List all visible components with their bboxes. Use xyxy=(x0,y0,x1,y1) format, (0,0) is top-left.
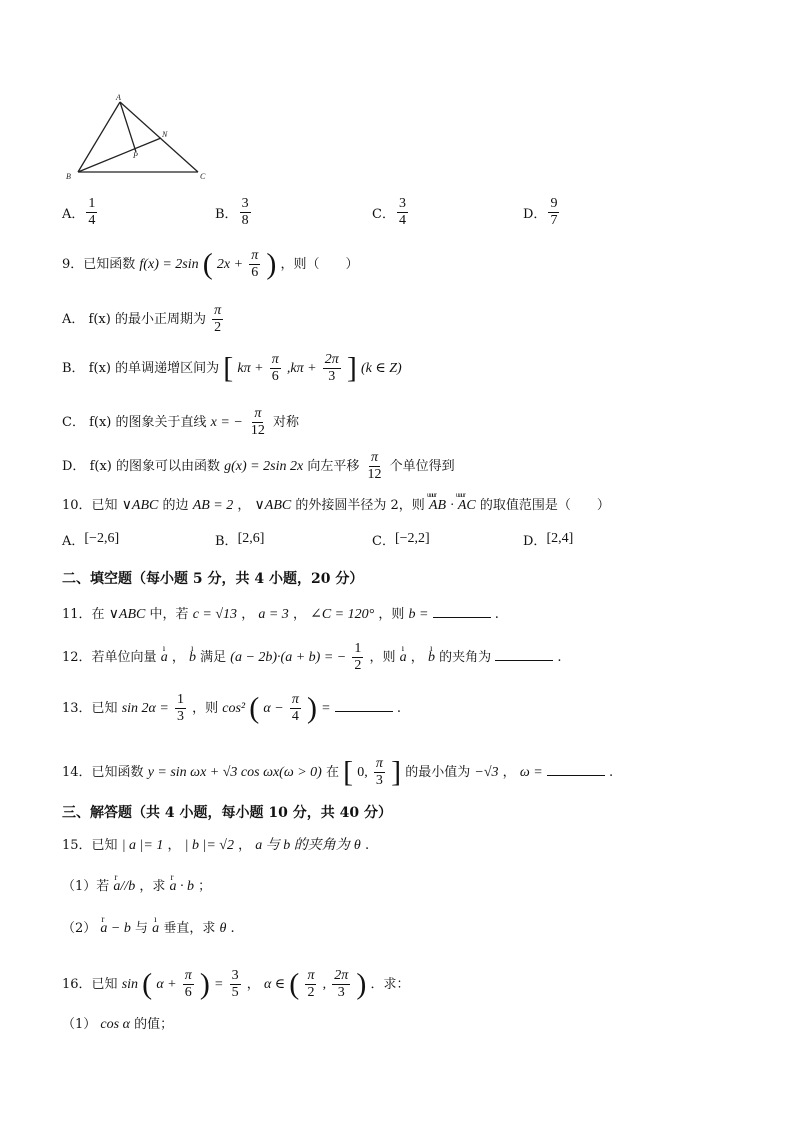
fraction: $\frac{2\pi}{3}$ xyxy=(334,968,349,1000)
q10-stem: 10．已知 ∨ABC 的边 AB = 2 ， ∨ABC 的外接圆半径为 2，则 uuur AB · uuur AC 的取值范围是（ ） xyxy=(62,496,610,516)
label-c: C xyxy=(200,172,206,181)
fraction: $\frac{1}{4}$ xyxy=(88,195,96,228)
q8-choice-a[interactable]: A． $\frac{1}{4}$ xyxy=(62,195,96,228)
section-heading-solution: 三、解答题（共 4 小题，每小题 10 分，共 40 分） xyxy=(62,805,392,821)
fraction: $\frac{\pi}{6}$ xyxy=(251,248,259,280)
answer-blank[interactable] xyxy=(547,761,605,776)
q10-choice-a[interactable]: A． [−2,6] xyxy=(62,531,120,549)
q10-choice-c[interactable]: C． [−2,2] xyxy=(372,531,430,549)
fraction: $\frac{\pi}{2}$ xyxy=(214,303,222,335)
fraction: $\frac{3}{5}$ xyxy=(231,968,239,1000)
label-b: B xyxy=(66,172,71,181)
q16-stem: 16．已知 sin ( α + $\frac{\pi}{6}$ ) = $\frac{3}{5}$ ， α ∈ ( $\frac{\pi}{2}$ , $\frac{2\pi}{3}$ ) ．求： xyxy=(62,967,410,1001)
answer-blank[interactable] xyxy=(495,646,553,661)
fraction: $\frac{\pi}{12}$ xyxy=(250,406,265,438)
q13: 13．已知 sin 2α = $\frac{1}{3}$ ，则 cos² ( α − $\frac{\pi}{4}$ ) = . xyxy=(62,691,402,725)
fraction: $\frac{\pi}{4}$ xyxy=(291,692,299,724)
q10-choice-b[interactable]: B． [2,6] xyxy=(215,531,265,549)
label-a: A xyxy=(116,93,121,102)
label-n: N xyxy=(162,130,168,139)
q15-part2: （2） r a − b 与 ı a 垂直，求 θ . xyxy=(62,919,235,939)
q8-choice-c[interactable]: C． $\frac{3}{4}$ xyxy=(372,195,406,228)
answer-blank[interactable] xyxy=(335,697,393,712)
fraction: $\frac{\pi}{3}$ xyxy=(375,756,383,788)
q8-choice-b[interactable]: B． $\frac{3}{8}$ xyxy=(215,195,249,228)
q9-option-d[interactable]: D． f(x) 的图象可以由函数 g(x) = 2sin 2x 向左平移 $\frac{\pi}{12}$ 个单位得到 xyxy=(62,450,455,482)
q12: 12．若单位向量 ı a ， ı b 满足 (a − 2b)·(a + b) = − $\frac{1}{2}$ ，则 ı a ， ı b 的夹角为 . xyxy=(62,641,562,674)
q14: 14．已知函数 y = sin ωx + √3 cos ωx(ω > 0) 在 [ 0, $\frac{\pi}{3}$ ] 的最小值为 −√3 ， ω = . xyxy=(62,755,614,789)
fraction: $\frac{1}{3}$ xyxy=(176,692,184,724)
q9-option-c[interactable]: C． f(x) 的图象关于直线 x = − $\frac{\pi}{12}$ 对称 xyxy=(62,406,300,438)
q8-choice-d[interactable]: D． $\frac{9}{7}$ xyxy=(523,195,558,228)
q9-option-b[interactable]: B． f(x) 的单调递增区间为 [ kπ + $\frac{\pi}{6}$ ,kπ + $\frac{2\pi}{3}$ ] (k ∈ Z) xyxy=(62,351,402,385)
q16-part1: （1） cos α 的值； xyxy=(62,1017,174,1032)
q10-choices xyxy=(62,524,764,554)
q9-option-a[interactable]: A． f(x) 的最小正周期为 $\frac{\pi}{2}$ xyxy=(62,303,222,335)
fraction: $\frac{2\pi}{3}$ xyxy=(324,352,339,384)
q15-stem: 15．已知 | a |= 1 ， | b |= √2 ， a 与 b 的夹角为 θ . xyxy=(62,838,370,853)
fraction: $\frac{\pi}{12}$ xyxy=(367,450,382,482)
fraction: $\frac{\pi}{2}$ xyxy=(307,968,315,1000)
q10-choice-d[interactable]: D． [2,4] xyxy=(523,531,574,549)
q8-choices xyxy=(62,192,764,232)
fraction: $\frac{3}{8}$ xyxy=(241,195,249,228)
triangle-figure xyxy=(58,92,218,184)
fraction: $\frac{1}{2}$ xyxy=(354,641,362,673)
q15-part1: （1）若 r a//b ，求 r a · b ； xyxy=(62,877,211,897)
fraction: $\frac{3}{4}$ xyxy=(398,195,406,228)
q9-stem: 9．已知函数 f(x) = 2sin ( 2x + $\frac{\pi}{6}$ ) ，则（ ） xyxy=(62,247,359,281)
label-p: P xyxy=(133,151,138,160)
fraction: $\frac{\pi}{6}$ xyxy=(271,352,279,384)
fraction: $\frac{\pi}{6}$ xyxy=(184,968,192,1000)
answer-blank[interactable] xyxy=(433,603,491,618)
section-heading-fill-in: 二、填空题（每小题 5 分，共 4 小题，20 分） xyxy=(62,571,364,587)
fraction: $\frac{9}{7}$ xyxy=(550,195,558,228)
q11: 11．在 ∨ABC 中，若 c = √13 ， a = 3 ， ∠C = 120° ，则 b = . xyxy=(62,603,499,625)
